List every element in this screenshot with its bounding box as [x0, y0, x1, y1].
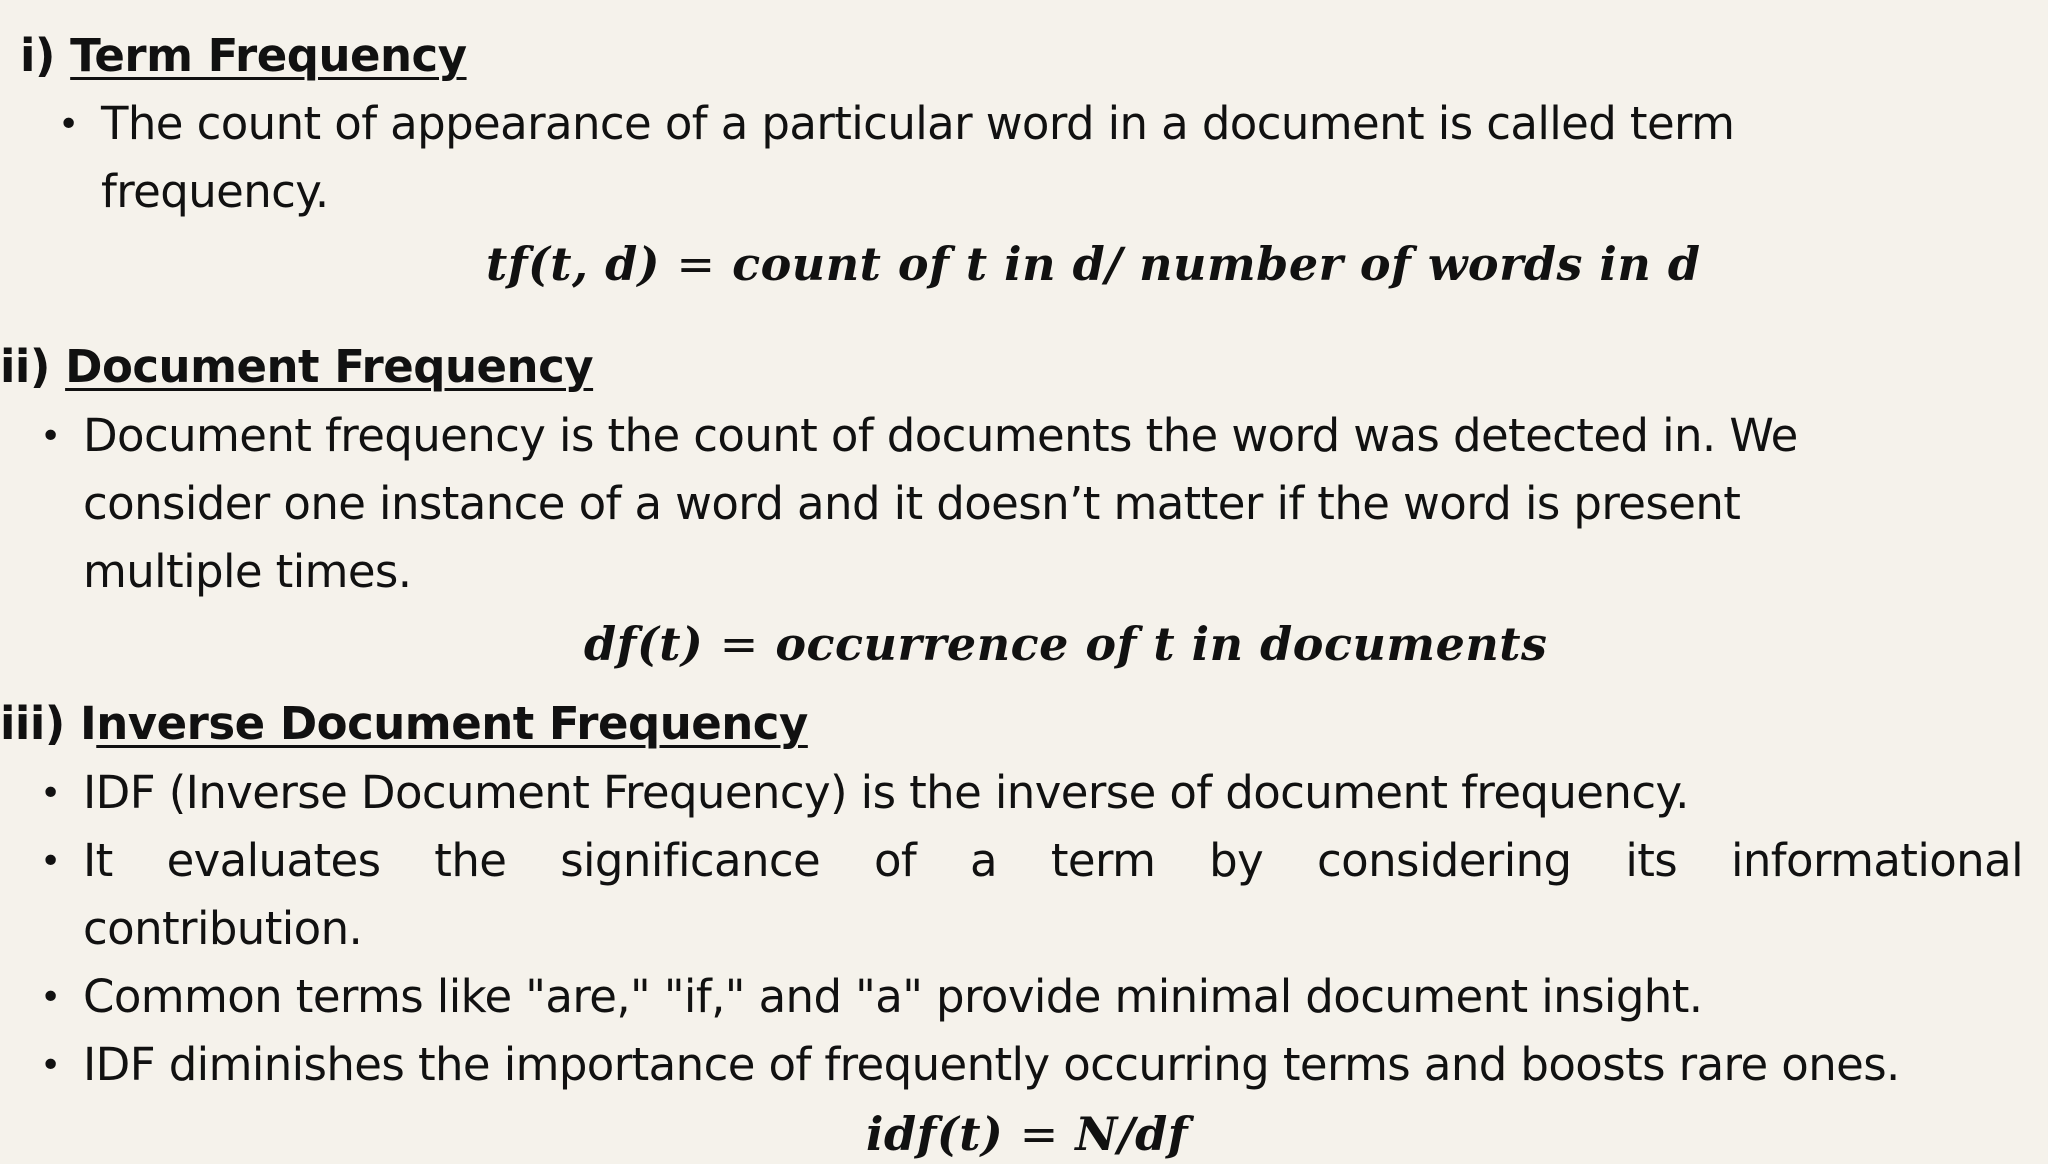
section-title: nverse Document Frequency	[96, 697, 808, 750]
bullet-marker: •	[40, 841, 62, 882]
bullet-marker: •	[40, 977, 62, 1018]
section-title: Document Frequency	[65, 340, 594, 393]
formula-rhs: count of t in d/ number of words in d	[732, 237, 1701, 291]
word: by	[1209, 834, 1264, 887]
formula-rhs: N/df	[1075, 1107, 1189, 1161]
formula-equals: =	[676, 237, 716, 291]
section-title-prefix: I	[80, 697, 97, 750]
word: considering	[1317, 834, 1572, 887]
word: significance	[560, 834, 821, 887]
paragraph-line: Common terms like "are," "if," and "a" provide minimal document insight.	[83, 970, 1703, 1023]
bullet-marker: •	[40, 1045, 62, 1086]
formula-equals: =	[719, 617, 759, 671]
section-heading-term-frequency	[20, 28, 467, 84]
word: It	[83, 834, 113, 887]
formula-lhs: tf(t, d)	[486, 237, 661, 291]
section-heading-document-frequency	[0, 339, 593, 395]
paragraph-line: frequency.	[101, 165, 329, 218]
paragraph-line: IDF (Inverse Document Frequency) is the inverse of document frequency.	[83, 766, 1689, 819]
paragraph-line: IDF diminishes the importance of frequently occurring terms and boosts rare ones.	[83, 1038, 1900, 1091]
bullet-marker: •	[58, 104, 80, 145]
paragraph-line: consider one instance of a word and it doesn’t matter if the word is present	[83, 477, 1741, 530]
section-title: Term Frequency	[70, 29, 467, 82]
bullet-marker: •	[40, 416, 62, 457]
formula-df	[584, 614, 1547, 674]
formula-lhs: df(t)	[584, 617, 704, 671]
section-number: ii)	[0, 340, 50, 393]
paragraph-line: Document frequency is the count of documents the word was detected in. We	[83, 409, 1798, 462]
formula-lhs: idf(t)	[866, 1107, 1004, 1161]
paragraph-line: multiple times.	[83, 545, 412, 598]
justified-paragraph-line	[83, 827, 2023, 895]
word: informational	[1730, 834, 2023, 887]
word: evaluates	[166, 834, 381, 887]
section-number: iii)	[0, 697, 65, 750]
section-heading-inverse-document-frequency	[0, 696, 808, 752]
bullet-marker: •	[40, 773, 62, 814]
formula-tf	[486, 234, 1701, 294]
word: term	[1050, 834, 1156, 887]
formula-idf	[866, 1104, 1188, 1164]
paragraph-line: The count of appearance of a particular word in a document is called term	[101, 97, 1735, 150]
formula-equals: =	[1019, 1107, 1059, 1161]
paragraph-line: contribution.	[83, 902, 363, 955]
word: a	[970, 834, 997, 887]
formula-rhs: occurrence of t in documents	[775, 617, 1548, 671]
word: its	[1625, 834, 1678, 887]
word: of	[873, 834, 917, 887]
section-number: i)	[20, 29, 55, 82]
word: the	[434, 834, 507, 887]
